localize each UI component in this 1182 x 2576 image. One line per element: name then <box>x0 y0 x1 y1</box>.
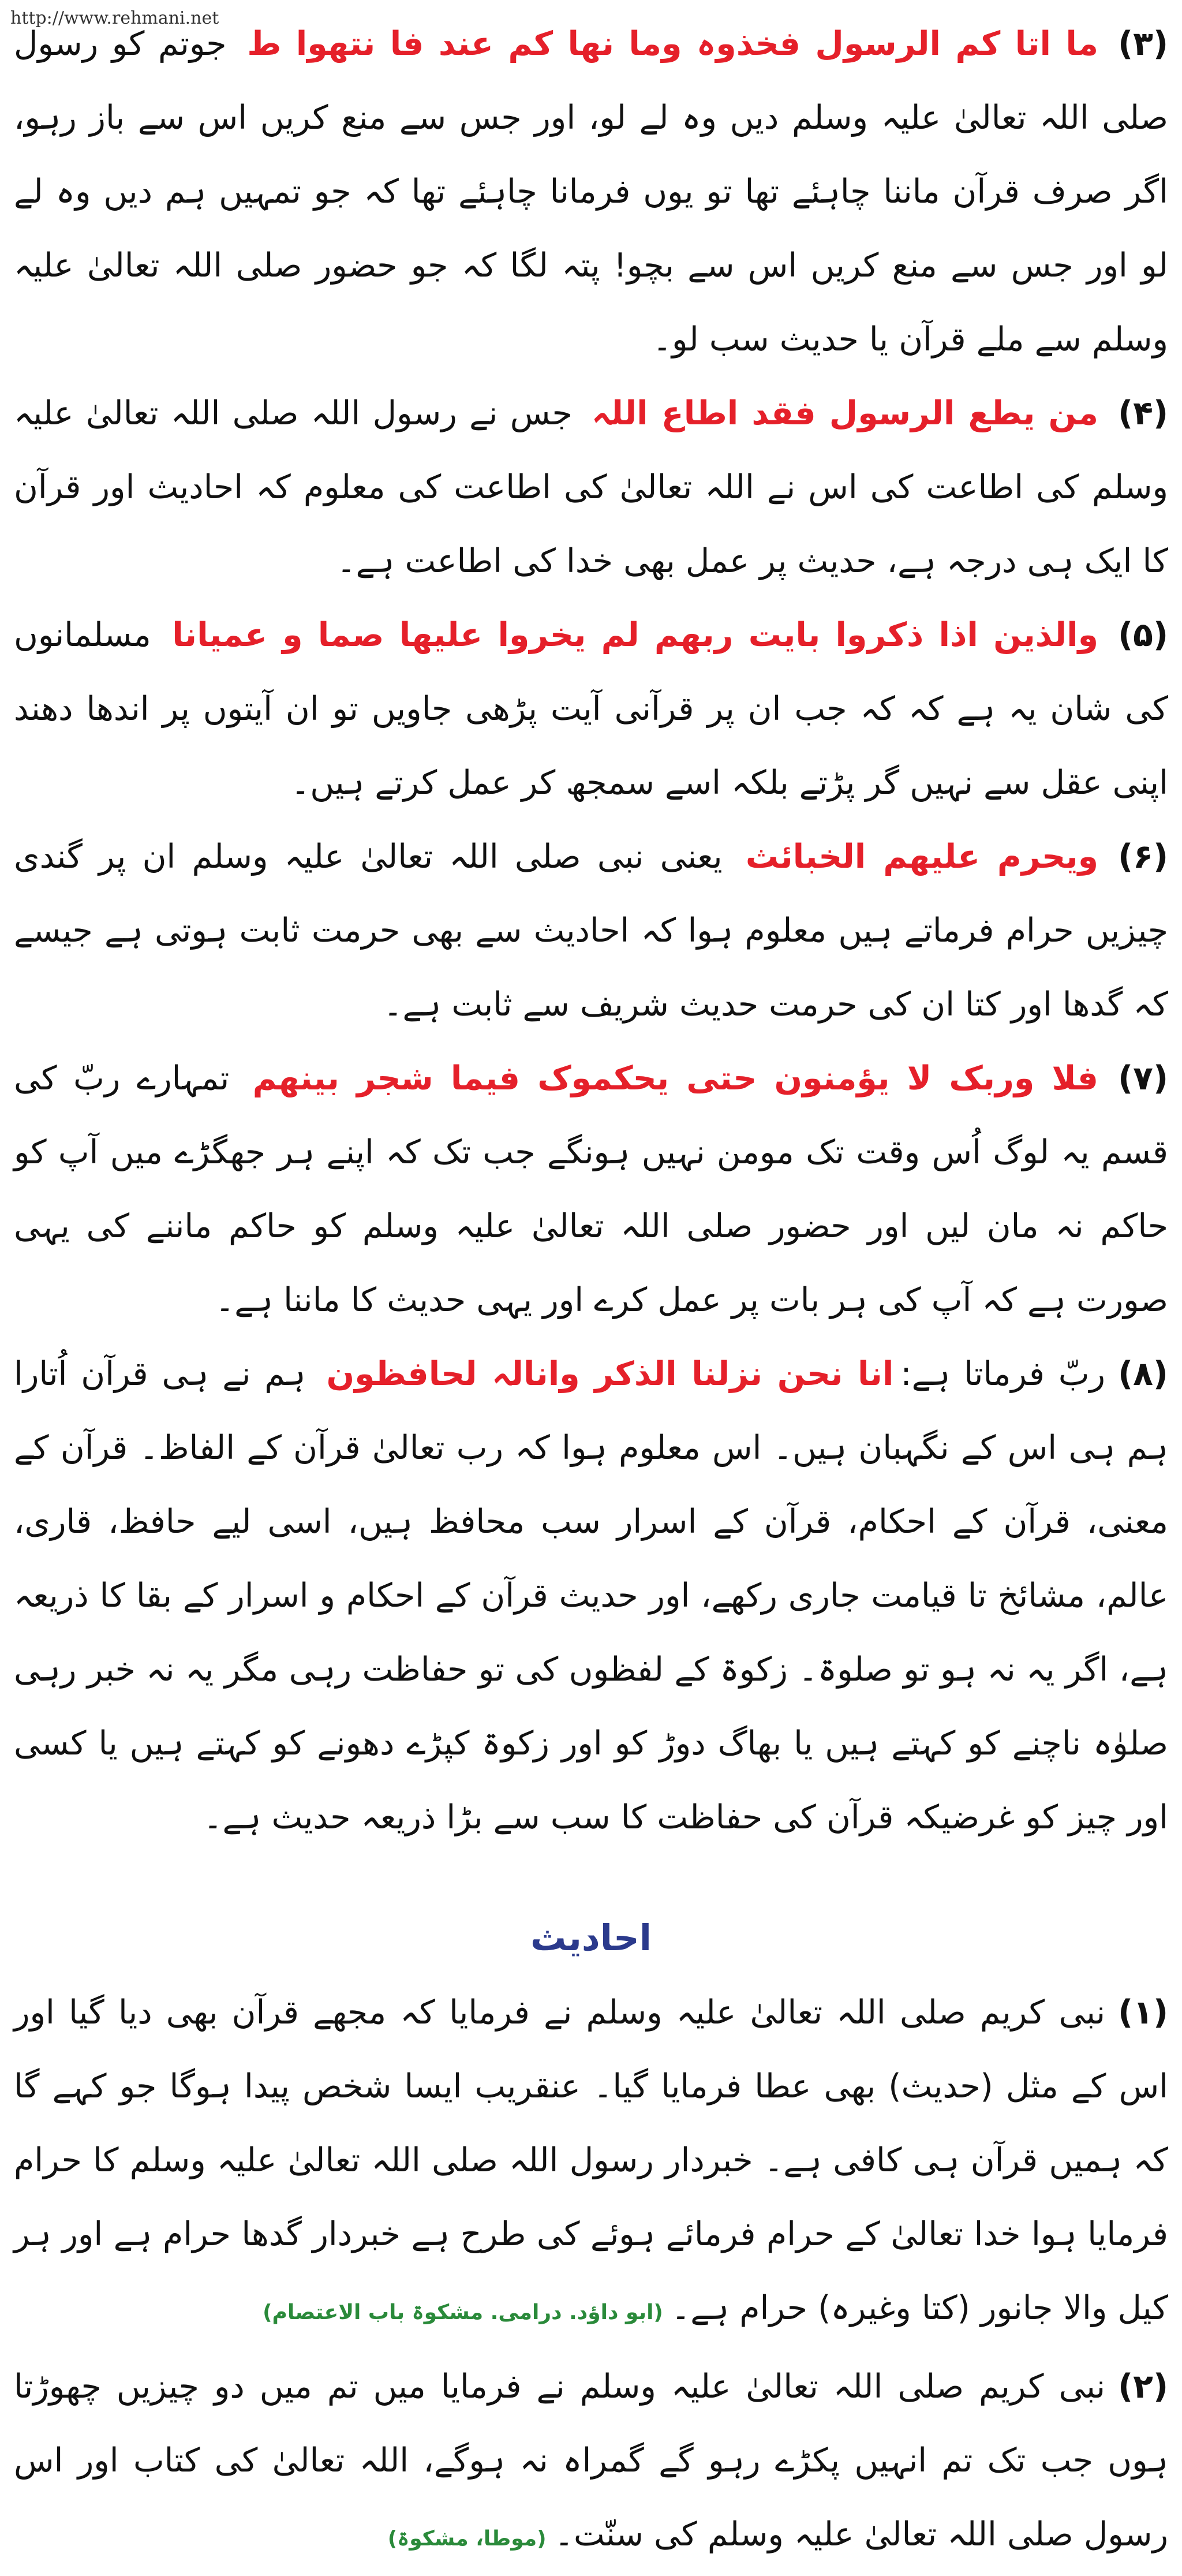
paragraph-text: جس نے رسول اللہ صلی اللہ تعالیٰ علیہ وسلم کی اطاعت کی اس نے اللہ تعالیٰ کی اطاعت کی معلوم کہ احادیث اور قرآن کا ایک ہی درجہ ہے، حدیث پر عمل بھی خدا کی اطاعت ہے۔ <box>14 394 1168 580</box>
paragraph-4 <box>14 376 1168 598</box>
paragraph-lead: ربّ فرماتا ہے: <box>900 1355 1106 1393</box>
arabic-verse: والذین اذا ذکروا بایت ربھم لم یخروا علیھا صما و عمیانا <box>172 616 1099 654</box>
hadith-2 <box>14 2350 1168 2576</box>
hadith-1 <box>14 1976 1168 2350</box>
paragraph-text: تمہارے ربّ کی قسم یہ لوگ اُس وقت تک مومن نہیں ہونگے جب تک کہ اپنے ہر جھگڑے میں آپ کو حاکم نہ مان لیں اور حضور صلی اللہ تعالیٰ علیہ وسلم کو حاکم ماننے کی یہی صورت ہے کہ آپ کی ہر بات پر عمل کرے اور یہی حدیث کا ماننا ہے۔ <box>14 1059 1168 1319</box>
arabic-verse: فلا وربک لا یؤمنون حتی یحکموک فیما شجر بینھم <box>252 1059 1099 1097</box>
paragraph-7 <box>14 1041 1168 1337</box>
paragraph-text: یعنی نبی صلی اللہ تعالیٰ علیہ وسلم ان پر گندی چیزیں حرام فرماتے ہیں معلوم ہوا کہ احادیث سے بھی حرمت ثابت ہوتی ہے جیسے کہ گدھا اور کتا ان کی حرمت حدیث شریف سے ثابت ہے۔ <box>14 838 1168 1024</box>
paragraph-5 <box>14 598 1168 820</box>
paragraph-3 <box>14 7 1168 376</box>
hadith-number: (۲) <box>1118 2368 1168 2406</box>
hadith-text: نبی کریم صلی اللہ تعالیٰ علیہ وسلم نے فرمایا کہ مجھے قرآن بھی دیا گیا اور اس کے مثل (حدیث) بھی عطا فرمایا گیا۔ عنقریب ایسا شخص پیدا ہوگا جو کہے گا کہ ہمیں قرآن ہی کافی ہے۔ خبردار رسول اللہ صلی اللہ تعالیٰ علیہ وسلم کا حرام فرمایا ہوا خدا تعالیٰ کے حرام فرمائے ہوئے کی طرح ہے خبردار گدھا حرام ہے اور ہر کیل والا جانور (کتا وغیرہ) حرام ہے۔ <box>14 1993 1168 2327</box>
hadith-reference: (موطا، مشکوۃ) <box>387 2527 547 2551</box>
paragraph-text: ہم نے ہی قرآن اُتارا ہم ہی اس کے نگہبان ہیں۔ اس معلوم ہوا کہ رب تعالیٰ قرآن کے الفاظ۔ قرآن کے معنی، قرآن کے احکام، قرآن کے اسرار سب محافظ ہیں، اسی لیے حافظ، قاری، عالم، مشائخ تا قیامت جاری رکھے، اور حدیث قرآن کے احکام و اسرار کے بقا کا ذریعہ ہے، اگر یہ نہ ہو تو صلوۃ۔ زکوۃ کے لفظوں کی تو حفاظت رہی مگر یہ نہ خبر رہی صلوٰہ ناچنے کو کہتے ہیں یا بھاگ دوڑ کو اور زکوۃ کپڑے دھونے کو کہتے ہیں یا کسی اور چیز کو غرضیکہ قرآن کی حفاظت کا سب سے بڑا ذریعہ حدیث ہے۔ <box>14 1355 1168 1836</box>
paragraph-text: مسلمانوں کی شان یہ ہے کہ کہ جب ان پر قرآنی آیت پڑھی جاویں تو ان آیتوں پر اندھا دھند اپنی عقل سے نہیں گر پڑتے بلکہ اسے سمجھ کر عمل کرتے ہیں۔ <box>14 616 1168 802</box>
paragraph-number: (۳) <box>1118 25 1168 63</box>
hadith-number: (۱) <box>1118 1993 1168 2032</box>
section-heading: احادیث <box>530 1917 652 1959</box>
paragraph-number: (۸) <box>1118 1355 1168 1393</box>
paragraph-8 <box>14 1337 1168 1854</box>
paragraph-number: (۴) <box>1118 394 1169 432</box>
paragraph-6 <box>14 820 1168 1041</box>
hadith-text: نبی کریم صلی اللہ تعالیٰ علیہ وسلم نے فرمایا میں تم میں دو چیزیں چھوڑتا ہوں جب تک تم انہیں پکڑے رہو گے گمراہ نہ ہوگے، اللہ تعالیٰ کی کتاب اور اس رسول صلی اللہ تعالیٰ علیہ وسلم کی سنّت۔ <box>14 2368 1168 2553</box>
paragraph-text: جوتم کو رسول صلی اللہ تعالیٰ علیہ وسلم دیں وہ لے لو، اور جس سے منع کریں اس سے باز رہو، اگر صرف قرآن ماننا چاہئے تھا تو یوں فرمانا چاہئے تھا کہ جو تمہیں ہم دیں وہ لے لو اور جس سے منع کریں اس سے بچو! پتہ لگا کہ جو حضور صلی اللہ تعالیٰ علیہ وسلم سے ملے قرآن یا حدیث سب لو۔ <box>14 25 1168 359</box>
hadith-reference: (ابو داؤد. درامی. مشکوۃ باب الاعتصام) <box>263 2301 663 2324</box>
paragraph-number: (۵) <box>1118 616 1168 654</box>
paragraph-number: (۶) <box>1118 838 1168 876</box>
paragraph-number: (۷) <box>1118 1059 1169 1097</box>
arabic-verse: ما اتا کم الرسول فخذوہ وما نھا کم عند فا نتھوا ط <box>247 25 1099 63</box>
arabic-verse: انا نحن نزلنا الذکر وانالہ لحافظون <box>326 1355 894 1393</box>
arabic-verse: ویحرم علیھم الخبائث <box>745 838 1099 876</box>
site-watermark: http://www.rehmani.net <box>10 8 219 28</box>
arabic-verse: من یطع الرسول فقد اطاع اللہ <box>592 394 1099 432</box>
